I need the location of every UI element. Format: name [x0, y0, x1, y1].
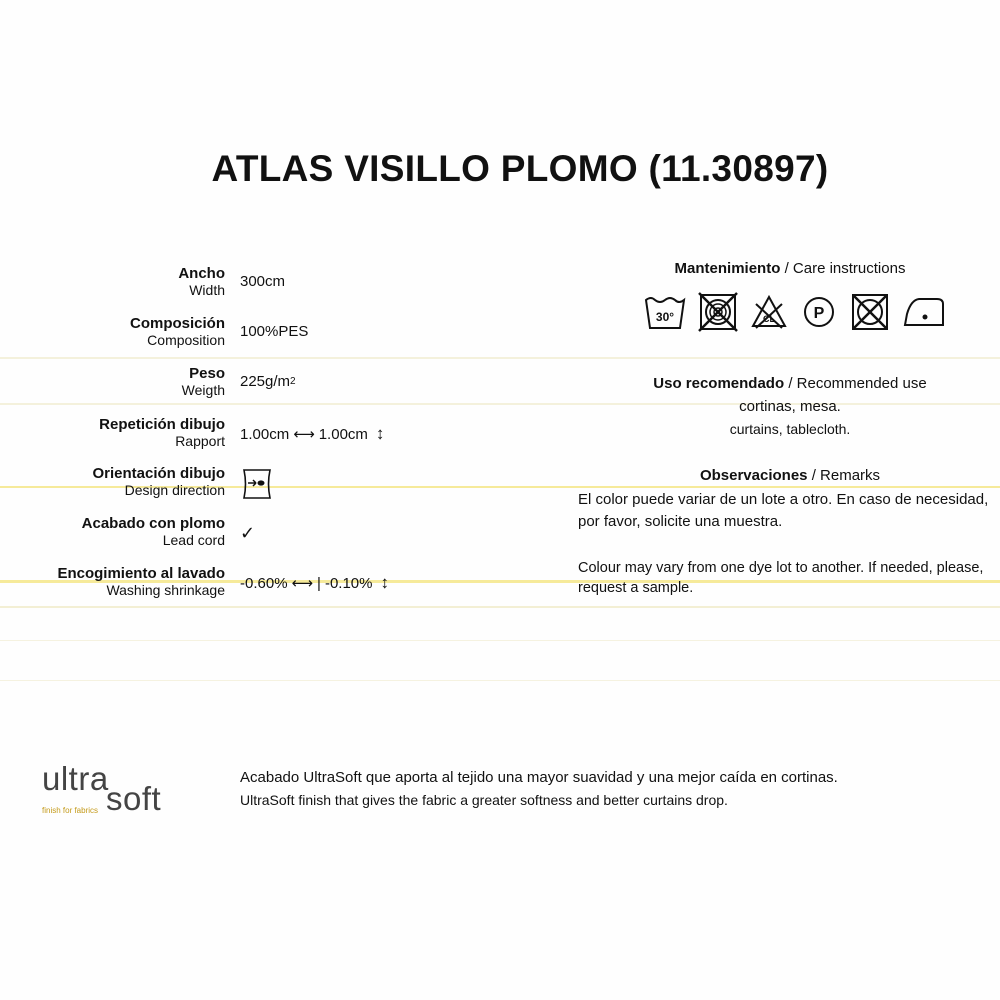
wash-30-icon — [643, 292, 687, 332]
spec-value: 100%PES — [240, 323, 309, 340]
spec-label-en: Design direction — [124, 482, 225, 498]
use-line-es: cortinas, mesa. — [739, 398, 841, 415]
spec-value-superscript: 2 — [290, 376, 296, 387]
spec-label-es: Encogimiento al lavado — [57, 565, 225, 582]
spec-label-en: Width — [189, 282, 225, 298]
spec-label-en: Lead cord — [162, 532, 225, 548]
remarks-text-en: Colour may vary from one dye lot to another. If needed, please, request a sample. — [578, 560, 984, 596]
spec-label-es: Orientación dibujo — [92, 465, 225, 482]
horizontal-arrow-icon: ⟷ — [291, 575, 314, 592]
spec-row-rapport — [0, 416, 560, 466]
shrinkage-vertical-value: -0.10% — [324, 574, 373, 592]
spec-value: 300cm — [240, 273, 286, 290]
use-title-es: Uso recomendado — [653, 375, 785, 392]
spec-row-lead-cord — [0, 515, 560, 565]
check-icon: ✓ — [240, 523, 256, 543]
spec-label-es: Repetición dibujo — [99, 416, 225, 433]
remarks-title-en: / Remarks — [811, 467, 881, 484]
wash-temp-label: 30° — [655, 310, 675, 324]
spec-value: 225g/m — [240, 373, 291, 390]
product-title: ATLAS VISILLO PLOMO (11.30897) — [211, 148, 829, 189]
finish-text-en: UltraSoft finish that gives the fabric a greater softness and better curtains drop. — [240, 792, 728, 808]
design-direction-icon — [240, 467, 274, 501]
spec-row-design-direction — [0, 465, 560, 515]
care-title-en: / Care instructions — [784, 260, 906, 277]
spec-label-en: Weigth — [181, 382, 225, 398]
scan-band — [0, 640, 1000, 641]
spec-row-width — [0, 265, 560, 315]
iron-low-icon — [901, 292, 947, 332]
remarks-text-es: El color puede variar de un lote a otro. En caso de necesidad, por favor, solicite una muestra. — [578, 491, 989, 530]
use-title-en: / Recommended use — [788, 375, 927, 392]
shrinkage-horizontal-value: -0.60% — [240, 574, 288, 592]
spec-label-en: Rapport — [175, 433, 225, 449]
spec-row-shrinkage — [0, 565, 560, 615]
horizontal-arrow-icon: ⟷ — [293, 426, 315, 443]
logo-tagline: finish for fabrics — [42, 806, 99, 815]
rapport-horizontal-value: 1.00cm — [240, 425, 290, 443]
spec-row-weight — [0, 365, 560, 415]
care-icons — [643, 292, 947, 332]
bleach-letters: CL — [763, 314, 775, 324]
logo-soft: soft — [106, 780, 162, 817]
care-instructions-heading — [540, 260, 1000, 277]
spec-label-es: Acabado con plomo — [81, 515, 225, 532]
finish-text-es: Acabado UltraSoft que aporta al tejido una mayor suavidad y una mejor caída en cortinas. — [240, 769, 838, 786]
spec-label-es: Peso — [189, 365, 225, 382]
spec-label-es: Composición — [129, 315, 225, 332]
recommended-use-section — [540, 374, 1000, 439]
ultrasoft-logo — [40, 760, 200, 820]
no-tumble-dry-icon — [697, 292, 739, 332]
finish-description — [240, 766, 838, 812]
rapport-vertical-value: 1.00cm — [318, 425, 368, 443]
spec-row-composition — [0, 315, 560, 365]
scan-band — [0, 680, 1000, 681]
spec-label-en: Composition — [147, 332, 225, 348]
logo-ultra: ultra — [42, 760, 109, 797]
use-line-en: curtains, tablecloth. — [729, 421, 851, 437]
no-dry-icon — [849, 292, 891, 332]
no-bleach-icon — [749, 292, 789, 332]
remarks-title-es: Observaciones — [699, 467, 808, 484]
dry-clean-p-icon — [799, 292, 839, 332]
shrinkage-separator: | — [317, 574, 321, 592]
vertical-arrow-icon: ↕ — [380, 573, 389, 592]
dry-clean-letter: P — [813, 305, 825, 322]
spec-label-en: Washing shrinkage — [106, 582, 225, 598]
vertical-arrow-icon: ↕ — [375, 424, 385, 443]
remarks-heading — [540, 467, 1000, 484]
spec-label-es: Ancho — [178, 265, 225, 282]
care-title-es: Mantenimiento — [674, 260, 781, 277]
